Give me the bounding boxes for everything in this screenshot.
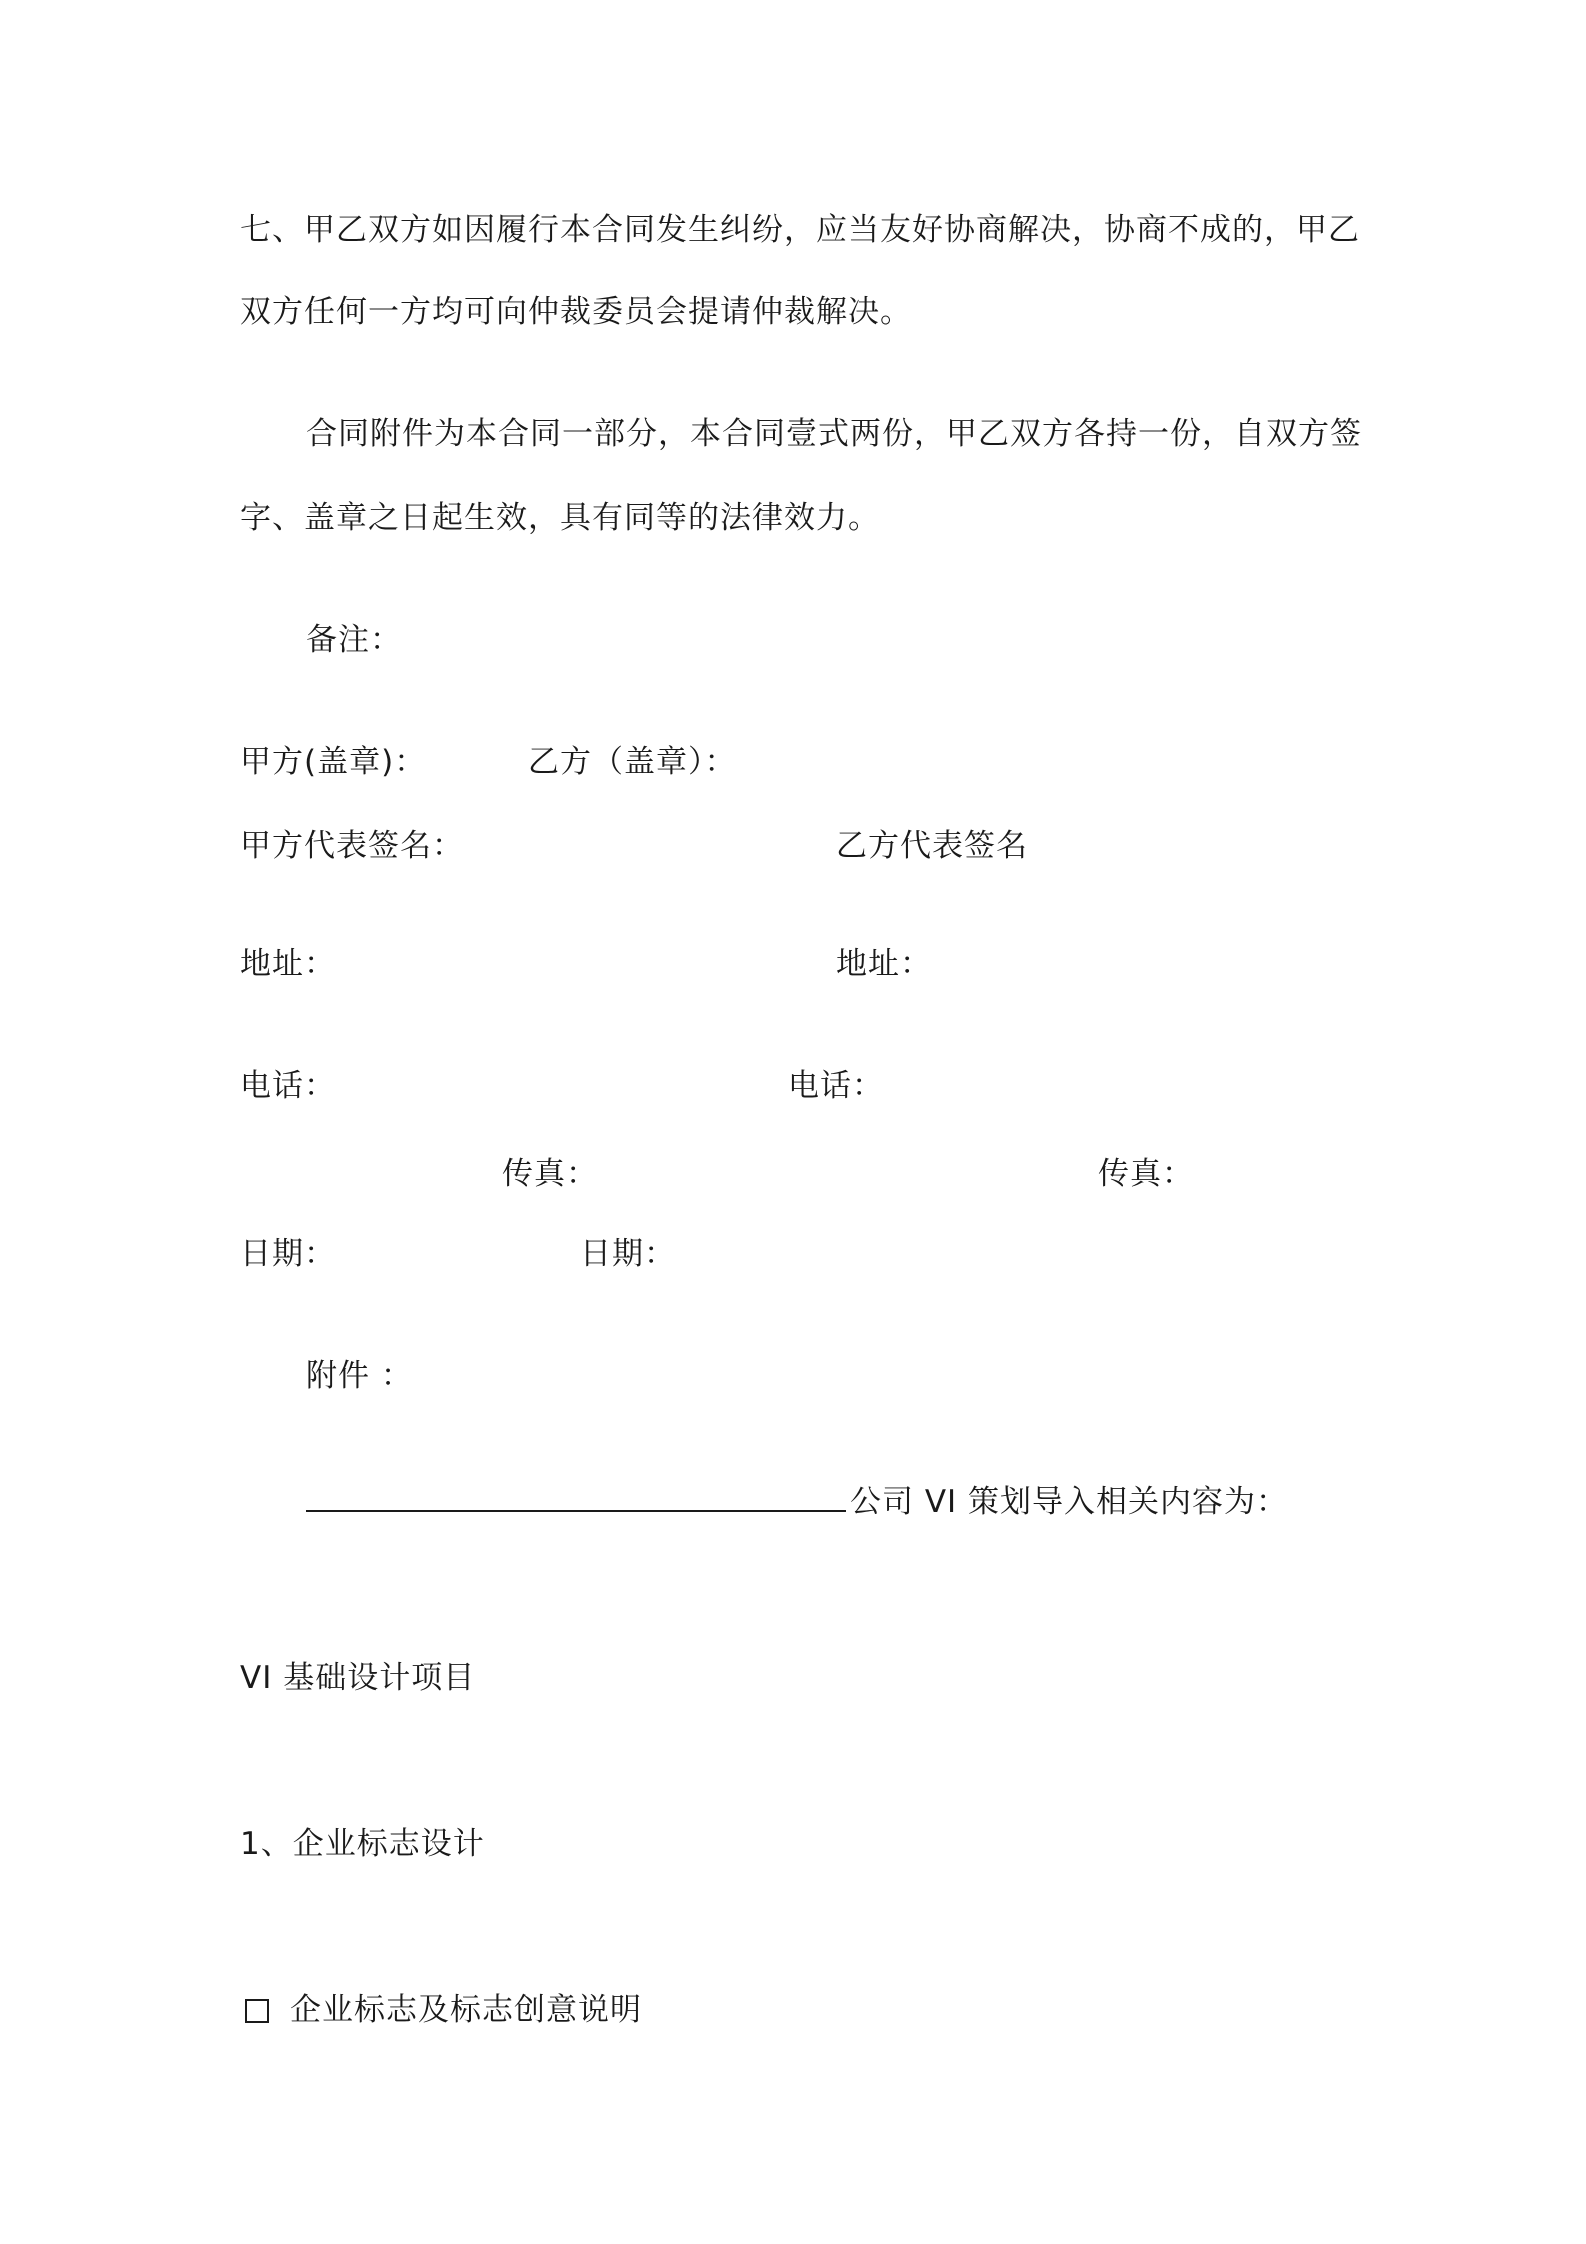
party-b-phone-label: 电话： bbox=[788, 1068, 884, 1104]
company-name-blank bbox=[306, 1480, 846, 1512]
party-a-address-label: 地址： bbox=[240, 946, 336, 982]
closing-line-1: 合同附件为本合同一部分，本合同壹式两份，甲乙双方各持一份，自双方签 bbox=[306, 416, 1362, 452]
party-a-seal-label: 甲方(盖章)： bbox=[240, 744, 427, 780]
closing-line-2: 字、盖章之日起生效，具有同等的法律效力。 bbox=[240, 500, 880, 536]
party-b-fax-label: 传真： bbox=[1098, 1156, 1194, 1192]
party-b-seal-label: 乙方（盖章）： bbox=[528, 744, 737, 780]
vi-intro-line bbox=[306, 1480, 1288, 1522]
party-b-rep-label: 乙方代表签名 bbox=[836, 828, 1028, 864]
attachment-label: 附件 ： bbox=[306, 1358, 413, 1394]
party-b-address-label: 地址： bbox=[836, 946, 932, 982]
vi-item-1: 1、企业标志设计 bbox=[240, 1826, 485, 1862]
remarks-label: 备注： bbox=[306, 622, 402, 658]
clause-7-line-2: 双方任何一方均可向仲裁委员会提请仲裁解决。 bbox=[240, 294, 912, 330]
party-a-phone-label: 电话： bbox=[240, 1068, 336, 1104]
party-b-date-label: 日期： bbox=[580, 1236, 676, 1272]
party-a-fax-label: 传真： bbox=[502, 1156, 598, 1192]
checkbox-icon bbox=[245, 1999, 269, 2023]
vi-checkbox-item-1: 企业标志及标志创意说明 bbox=[290, 1992, 642, 2028]
clause-7-line-1: 七、甲乙双方如因履行本合同发生纠纷，应当友好协商解决，协商不成的，甲乙 bbox=[240, 212, 1360, 248]
vi-section-title: VI 基础设计项目 bbox=[240, 1660, 476, 1696]
party-a-rep-label: 甲方代表签名： bbox=[240, 828, 464, 864]
vi-intro-suffix: 公司 VI 策划导入相关内容为： bbox=[850, 1484, 1289, 1520]
party-a-date-label: 日期： bbox=[240, 1236, 336, 1272]
